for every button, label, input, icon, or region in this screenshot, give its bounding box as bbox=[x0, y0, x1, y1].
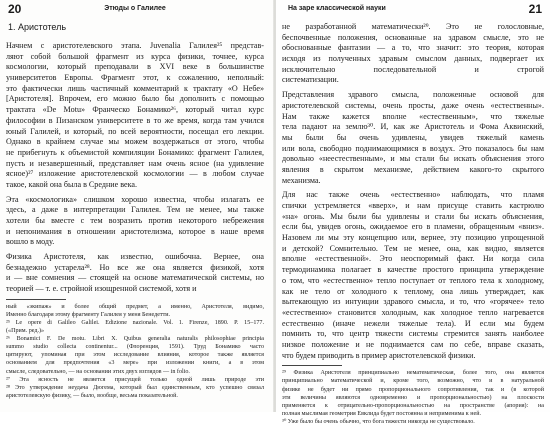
text-line: Начнем с аристотелевского этапа. Juvenalia Галилея²⁵ представ- bbox=[6, 41, 264, 50]
footnote-line: основанием для предпочтения «3 мере» при изложении книги, а в этом bbox=[6, 360, 264, 367]
text-line: такое, какой она была в Средние века. bbox=[6, 179, 138, 189]
left-page bbox=[0, 0, 274, 412]
footnote-line: ²⁶ Bonamici F. De motu. Libri X. Quibus generalia naturalis philosophiae principia bbox=[6, 336, 264, 343]
section-title: 1. Аристотель bbox=[8, 22, 67, 32]
text-line: [Аристотеля]. Впрочем, его можно было бы дополнить с помощью bbox=[6, 94, 264, 104]
running-head: Этюды о Галилее bbox=[104, 5, 166, 12]
text-line: мы были бы очень удивлены, увидев тяжелый камень bbox=[282, 132, 544, 142]
text-line: механизма. bbox=[282, 175, 321, 185]
footnote-rule bbox=[6, 299, 66, 300]
text-line: здесь, а даже в интерпретации Галилея. Тем не менее, мы также bbox=[6, 205, 264, 215]
text-line: вытекающую из интуиции здравого смысла, и то, что «горячее» тело bbox=[282, 297, 544, 307]
text-line: и детской? Сомнительно. Тем не менее, она, как видно, является bbox=[282, 243, 544, 253]
footnote-line: аристотелевскую физику, — было, вообще, весьма показательной. bbox=[6, 392, 178, 399]
text-line: или вола, свободно поднимающимися в воздух. Это показалось бы нам bbox=[282, 143, 544, 153]
text-line: естественно (иначе нежели тяжелые тела). И если мы будем bbox=[282, 318, 544, 328]
text-line: ляют собой большой фрагмент из курса физики, точнее, курса bbox=[6, 51, 264, 61]
text-line: вполне «естественной». Это неоспоримый факт. Ни когда сила bbox=[282, 254, 544, 264]
right-page-header bbox=[282, 2, 544, 17]
footnote-line: цитируют, упоминая при этом исследование влияния, которое также является bbox=[6, 352, 264, 359]
text-line: тела падают на землю³⁰. И, как же Аристотель и Фома Аквинский, bbox=[282, 122, 544, 132]
text-line: Физика Аристотеля, как известно, ошибочна. Вернее, она bbox=[6, 252, 264, 262]
footnote-line: ²⁷ Эта ясность не является присущей только одной лишь природе эти bbox=[6, 376, 264, 383]
text-line: систематизации. bbox=[282, 75, 339, 85]
footnote-line: смысле, следовательно, — на основании этих двух взглядов — in folio. bbox=[6, 368, 190, 375]
footnote-rule bbox=[282, 365, 342, 366]
text-line: обоснованные фантазии — а то, что значит: это теория, которая bbox=[282, 43, 544, 53]
text-line: пусть и незавершенный, представляет нам очень ясное (на удивление bbox=[6, 158, 264, 168]
text-line: беспочвенные положения, основанные на здравом смысле, это не bbox=[282, 32, 544, 42]
text-line: Представления здравого смысла, положенные основой для bbox=[282, 90, 544, 100]
footnote-line: полная мыслимая геометрия Евклида будет постоянна и неприменима к ней. bbox=[282, 410, 481, 417]
footnote-line: («Прим. ред.)» bbox=[6, 328, 45, 335]
text-line: как не тело от холодного к теплому, она лишь утверждает, как bbox=[282, 286, 544, 296]
footnote-line: ³⁰ Уже было бы очень обычно, что бога тяжести никогда не существовало. bbox=[282, 418, 475, 425]
text-line: явления в скрытом механизме, действием какого-то скрытого bbox=[282, 164, 544, 174]
footnote-line: ²⁹ Физика Аристотеля принципиально нематематическая, более того, она является bbox=[282, 370, 544, 377]
footnote-line: ²⁸ Это утверждение неудача Дюгема, который был единственным, кто успешно связал bbox=[6, 384, 264, 391]
text-line: вошло в моду. bbox=[6, 237, 55, 247]
footnote-line: ный «экипаж» и более общий предмет, а именно, Аристотеля, видимо, bbox=[6, 303, 264, 310]
text-line: университетов Европы. Фрагмент этот, к сожалению, неполный: bbox=[6, 73, 264, 83]
text-line: Однако в крайнем случае мы можем воздержаться от этого, чтобы bbox=[6, 137, 264, 147]
footnote-line: эти величины являются одновременно и пропорциональностью) на плоскости bbox=[282, 394, 544, 401]
running-head: На заре классической науки bbox=[288, 5, 386, 12]
text-line: что будем приводить в пример аристотелевской физики. bbox=[282, 350, 476, 360]
text-line: если бы, увидев огонь, ожидаемое его в пламени, обращенным «вниз». bbox=[282, 222, 544, 232]
body-text bbox=[282, 22, 544, 361]
text-line: философии в Пизанском университете в то же время, когда там учился bbox=[6, 115, 264, 125]
footnote-line: summo studio collecta continentur... (Флоренция, 1591). Труд Бонамико часто bbox=[6, 344, 264, 351]
page-number: 21 bbox=[528, 2, 542, 16]
footnote-line: ²⁵ Le opere di Galileo Galilei. Edizione nazionale. Vol. 1. Firenze, 1890. P. 15–177. bbox=[6, 320, 264, 326]
text-line: космологии, который преподавали в XVI веке в большинстве bbox=[6, 62, 264, 72]
text-line: не прибегнуть к объемистой компиляции Бонамико: фрагмент Галилея, bbox=[6, 147, 264, 157]
page-number: 20 bbox=[8, 2, 22, 16]
text-line: это фактически лишь частичный комментарий к трактату «О Небе» bbox=[6, 83, 264, 93]
text-line: и непонимания в отношении аристотелизма, которое в наше время bbox=[6, 226, 264, 236]
text-line: Нам также кажется вполне «естественным», что тяжелые bbox=[282, 111, 544, 121]
text-line: Эта «космологика» слишком хорошо известна, чтобы излагать ее bbox=[6, 194, 264, 204]
text-line: ясное)²⁷ изложение аристотелевской космологии — в любом случае bbox=[6, 169, 264, 179]
text-line: термодинамика полагает в качестве простого принципа утверждение bbox=[282, 265, 544, 275]
text-line: юный Галилей, и который, по всей вероятности, посещал его лекции. bbox=[6, 126, 264, 136]
text-line: теорией — т. е. стройной изощренной системой, хотя и bbox=[6, 284, 197, 294]
footnote-line: применяется к отрицательно-пропорциональностью на пространстве (апория): на bbox=[282, 402, 544, 409]
text-line: не разработанной математически²⁹. Это не голословные, bbox=[282, 22, 544, 31]
footnote-line: Именно благодаря этому фрагменту Галилея у меня Бенедетти. bbox=[6, 311, 171, 318]
text-line: хотели бы вместе с тем возразить против некоторого небрежения bbox=[6, 216, 264, 225]
text-line: аристотелевской системы, очень просты, даже очень «естественны». bbox=[282, 100, 544, 110]
text-line: и — вне сомнения — стоящей на основе математической системы, но bbox=[6, 273, 264, 283]
text-line: исключительно последовательной и строгой bbox=[282, 64, 544, 74]
footnotes bbox=[282, 369, 544, 426]
footnotes bbox=[6, 303, 264, 400]
footnote-line: физике не будет ни прямо пропорционального сопротивления, так и (в которой bbox=[282, 386, 544, 393]
text-line: довольно «неестественным», и мы стали бы искать объяснения этого bbox=[282, 154, 544, 164]
text-line: спички устремляется «вверх», и нам присуще ставить кастрюлю bbox=[282, 201, 544, 210]
text-line: Для нас также очень «естественно» наблюдать, что пламя bbox=[282, 190, 544, 200]
text-line: «на» огонь. Мы были бы удивлены и стали бы искать объяснения, bbox=[282, 211, 544, 221]
body-text bbox=[6, 41, 264, 295]
right-page bbox=[276, 0, 550, 425]
text-line: о том, что «естественно» тепло поступает от теплого тела к холодному, bbox=[282, 275, 544, 285]
text-line: «естественно» становится холодным, как холодное тепло нагревается bbox=[282, 307, 544, 317]
text-line: безнадежно устарела²⁸. Но все же она является физикой, хотя bbox=[6, 262, 264, 272]
text-line: исходя из полученных здравым смыслом данных, подвергает их bbox=[282, 54, 544, 64]
text-line: помнить то, что центр тяжести системы стремится занять наиболее bbox=[282, 329, 544, 339]
text-line: трактата «De Motu» Франческо Бонамико²⁶, который читал курс bbox=[6, 105, 264, 115]
text-line: низкое положение и не поднимается сам по себе, вправе сказать, bbox=[282, 339, 544, 349]
footnote-line: принципиально математической и, кроме того, возможно, что и в натуральной bbox=[282, 378, 544, 385]
text-line: Назовем ли мы эту концепцию или, вернее, эту позицию упрощенной bbox=[282, 233, 544, 243]
left-page-header bbox=[6, 2, 264, 17]
